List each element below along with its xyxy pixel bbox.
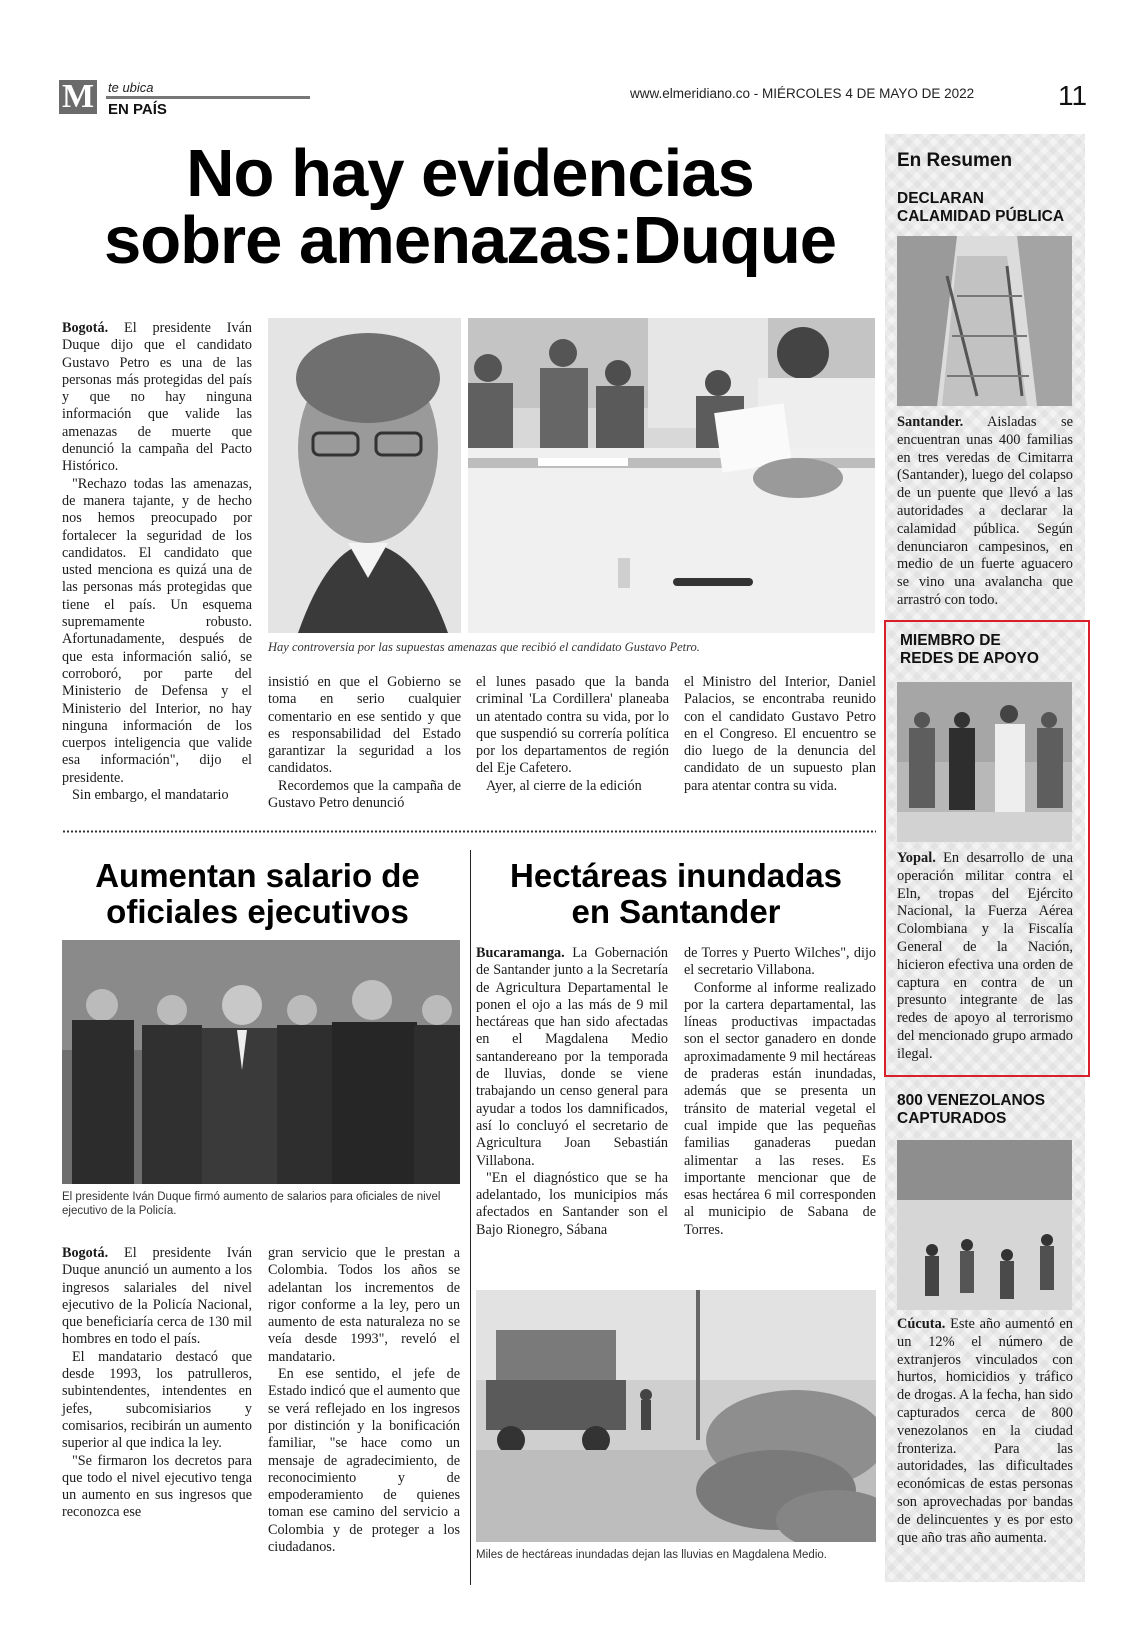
flood-col1 <box>476 945 668 1239</box>
sidebar-item-calamidad-head: DECLARAN CALAMIDAD PÚBLICA <box>897 190 1065 225</box>
paragraph: insistió en que el Gobierno se toma en serio cualquier comentario en ese sentido y que es responsabilidad del Estado garantizar la seguridad a los candidatos. <box>268 674 461 777</box>
section-divider <box>62 830 876 833</box>
paragraph: Este año aumentó en un 12% el número de extranjeros vinculados con hurtos, homicidios y tráfico de drogas. A la fecha, han sido capturados cerca de 800 venezolanos en la ciudad fronteriza. Para las autoridades, las dificultades económicas de estas personas son aprovechadas por bandas de delincuentes y es por esto que año tras año aumenta. <box>897 1316 1073 1546</box>
flood-headline <box>476 858 876 930</box>
flood-headline-line1: Hectáreas inundadas <box>510 857 842 894</box>
bridge-photo <box>897 236 1072 406</box>
paragraph: En ese sentido, el jefe de Estado indicó que el aumento que se verá reflejado en los ingresos por distinción y la bonificación familiar, "se hace como un mensaje de agradecimiento, de reconocimiento y de empoderamiento de quienes toman ese camino del servicio a Colombia y de proteger a los ciudadanos. <box>268 1366 460 1556</box>
tagline: te ubica <box>108 80 154 95</box>
site-date: www.elmeridiano.co - MIÉRCOLES 4 DE MAYO DE 2022 <box>630 86 975 101</box>
main-story-col1 <box>62 320 252 804</box>
main-story-col2 <box>268 674 461 812</box>
paragraph: Ayer, al cierre de la edición <box>486 777 642 794</box>
main-story-caption: Hay controversia por las supuestas amenazas que recibió el candidato Gustavo Petro. <box>268 640 700 654</box>
paragraph: La Gobernación de Santander junto a la Secretaría de Agricultura Departamental le ponen el ojo a las más de 9 mil hectáreas que han sido afectadas en el Magdalena Medio santandereano por la temporada de lluvias, donde se viene trabajando un censo general para ayudar a todos los damnificados, así lo concluyó el secretario de Agricultura Joan Sebastián Villabona. <box>476 945 668 1169</box>
paragraph: "Se firmaron los decretos para que todo el nivel ejecutivo tenga un aumento en sus ingresos que reconozca ese <box>62 1452 252 1521</box>
salary-headline-line2: oficiales ejecutivos <box>106 893 409 930</box>
paragraph: Sin embargo, el mandatario <box>72 787 229 804</box>
masthead <box>0 0 1144 130</box>
section-label: EN PAÍS <box>108 101 167 118</box>
salary-col1 <box>62 1245 252 1522</box>
tagline-rule <box>106 96 310 99</box>
salary-headline-line1: Aumentan salario de <box>95 857 420 894</box>
main-headline <box>55 136 885 278</box>
flood-photo <box>476 1290 876 1542</box>
paragraph: El mandatario destacó que desde 1993, los patrulleros, subintendentes, intendentes en jefes, subcomisiarios y comisarios, recibirán un aumento superior al que indica la ley. <box>62 1348 252 1452</box>
salary-caption: El presidente Iván Duque firmó aumento de salarios para oficiales de nivel ejecutivo de la Policía. <box>62 1191 441 1217</box>
paragraph: En desarrollo de una operación militar contra el Eln, tropas del Ejército Nacional, la Fuerza Aérea Colombiana y la Fiscalía General de la Nación, hicieron efectiva una orden de captura en contra de un presunto integrante de las redes de apoyo al terrorismo del mencionado grupo armado ilegal. <box>897 850 1073 1062</box>
dateline: Cúcuta. <box>897 1316 946 1332</box>
main-headline-line2: sobre amenazas:Duque <box>103 203 837 278</box>
paragraph: Recordemos que la campaña de Gustavo Petro denunció <box>268 777 461 812</box>
paragraph: El presidente Iván Duque dijo que el candidato Gustavo Petro es una de las personas más protegidas del país y que no hay ninguna información que valide las amenazas de muerte que denunció la campaña del Pacto Histórico. <box>62 320 252 475</box>
paragraph: el Ministro del Interior, Daniel Palacios, se encontraba reunido con el candidato Gustavo Petro en el Congreso. El encuentro se dio luego de la denuncia del candidato de un supuesto plan para atentar contra su vida. <box>684 674 876 794</box>
paragraph: Conforme al informe realizado por la cartera departamental, las líneas productivas impactadas son el sector ganadero en donde aproximadamente 9 mil hectáreas de praderas están inundadas, además que se presenta un tránsito de material vegetal el cual impide que las pequeñas familias ganaderas puedan alimentar a las reses. Es importante mencionar que de esas hectárea 6 mil corresponden al municipio de Sabana de Torres. <box>684 979 876 1238</box>
sidebar-item-redes-text <box>897 850 1073 1064</box>
paragraph: Aisladas se encuentran unas 400 familias en tres veredas de Cimitarra (Santander), luego del colapso de un puente que llevó a las autoridades a declarar la calamidad pública. Según denunciaron campesinos, en medio de un fuerte aguacero se vino una avalancha que arrastró con todo. <box>897 414 1073 608</box>
petro-portrait-photo <box>268 318 461 633</box>
sidebar-item-venezolanos-head: 800 VENEZOLANOS CAPTURADOS <box>897 1092 1046 1127</box>
migrants-photo <box>897 1140 1072 1310</box>
sidebar-item-calamidad-text <box>897 414 1073 610</box>
paragraph: "Rechazo todas las amenazas, de manera tajante, y de hecho nos hemos preocupado por fortalecer la seguridad de los candidatos. El candidato que usted menciona es quizá una de las personas más protegidas que tiene el país. Un esquema supremamente robusto. Afortunadamente, después de que esta información salió, se corroboró, por parte del Ministerio de Defensa y el Ministerio del Interior, no hay ninguna información de los cuerpos inteligencia que valide esa información", dijo el presidente. <box>62 475 252 786</box>
sidebar-item-redes-head: MIEMBRO DE REDES DE APOYO <box>900 632 1039 667</box>
paragraph: El presidente Iván Duque anunció un aumento a los ingresos salariales del nivel ejecutivo de la Policía Nacional, que beneficiaría cerca de 130 mil hombres en todo el país. <box>62 1245 252 1348</box>
dateline: Bogotá. <box>62 1245 109 1261</box>
page-number: 11 <box>1058 80 1088 111</box>
salary-headline <box>55 858 460 930</box>
meeting-photo <box>468 318 875 633</box>
salary-col2 <box>268 1245 460 1556</box>
capture-photo <box>897 682 1072 842</box>
dateline: Yopal. <box>897 850 936 866</box>
dateline: Bucaramanga. <box>476 945 565 961</box>
flood-headline-line2: en Santander <box>571 893 781 930</box>
column-rule <box>470 850 471 1585</box>
paragraph: el lunes pasado que la banda criminal 'La Cordillera' planeaba un atentado contra su vida, por lo que suspendió su correría política por los departamentos de región del Eje Cafetero. <box>476 674 669 777</box>
main-story-col3 <box>476 674 669 795</box>
sidebar-item-venezolanos-text <box>897 1316 1073 1547</box>
sidebar-title: En Resumen <box>897 150 1013 171</box>
dateline: Bogotá. <box>62 320 109 336</box>
main-story-col4 <box>684 674 876 795</box>
main-headline-line1: No hay evidencias <box>186 136 754 211</box>
flood-col2 <box>684 945 876 1239</box>
flood-caption: Miles de hectáreas inundadas dejan las lluvias en Magdalena Medio. <box>476 1549 827 1561</box>
duque-police-photo <box>62 940 460 1184</box>
dateline: Santander. <box>897 414 964 430</box>
paragraph: "En el diagnóstico que se ha adelantado, los municipios más afectados en Santander son el Bajo Rionegro, Sábana <box>476 1169 668 1238</box>
logo: M <box>59 80 97 114</box>
paragraph: gran servicio que le prestan a Colombia. Todos los años se adelantan los incrementos de rigor conforme a la ley, pero un aumento de esta naturaleza no se veía desde 1993", reveló el mandatario. <box>268 1245 460 1365</box>
paragraph: de Torres y Puerto Wilches", dijo el secretario Villabona. <box>684 945 876 979</box>
